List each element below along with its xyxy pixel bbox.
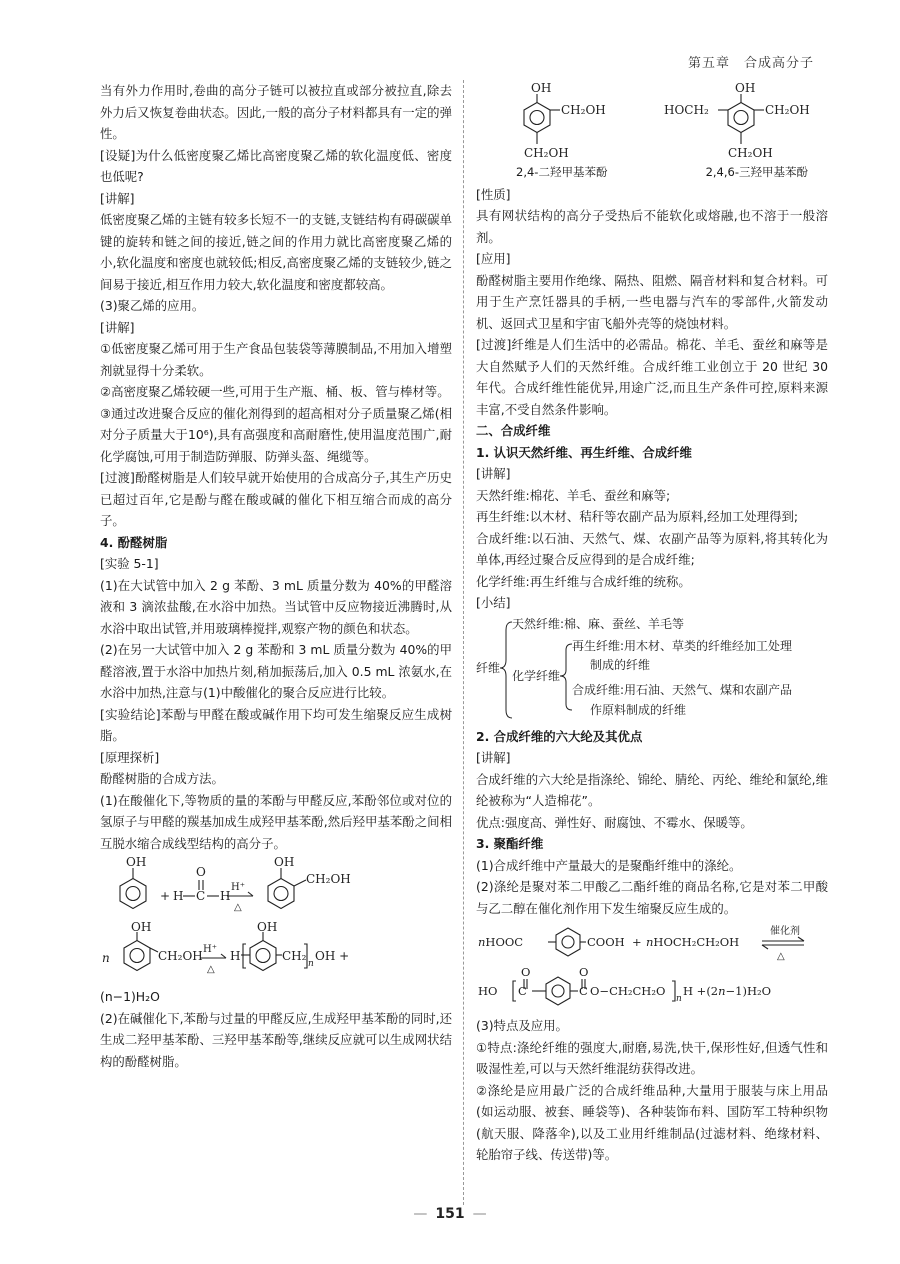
paragraph: [讲解]: [476, 466, 511, 481]
svg-text:CH₂OH: CH₂OH: [158, 949, 203, 963]
paragraph: 合成纤维的六大纶是指涤纶、锦纶、腈纶、丙纶、维纶和氯纶,维纶被称为“人造棉花”。: [476, 771, 828, 808]
paragraph: (2)在碱催化下,苯酚与过量的甲醛反应,生成羟甲基苯酚的同时,还生成二羟甲基苯酚、三羟甲基苯酚等,继续反应就可以生成网状结构的酚醛树脂。: [100, 1010, 452, 1069]
paragraph: [过渡]纤维是人们生活中的必需品。棉花、羊毛、蚕丝和麻等是大自然赋予人们的天然纤维。合成纤维工业创立于 20 世纪 30 年代。合成纤维性能优异,用途广泛,而且生产条件可控,原料来源丰富,不受自然条件影响。: [476, 337, 828, 417]
svg-text:CH₂OH: CH₂OH: [728, 146, 773, 160]
paragraph: [讲解]: [100, 319, 135, 335]
paragraph: (2)在另一大试管中加入 2 g 苯酚和 3 mL 质量分数为 40%的甲醛溶液,置于水浴中加热片刻,稍加振荡后,加入 0.5 mL 浓氨水,在水浴中加热,注意与(1)中酸催化的聚合反应进行比较。: [100, 642, 452, 700]
svg-text:OH: OH: [257, 922, 278, 934]
paragraph: (1)在酸催化下,等物质的量的苯酚与甲醛反应,苯酚邻位或对位的氢原子与甲醛的羰基加成生成羟甲基苯酚,然后羟甲基苯酚之间相互脱水缩合成线型结构的高分子。: [100, 792, 452, 851]
paragraph: [原理探析]: [100, 749, 160, 765]
svg-text:OH: OH: [531, 82, 552, 95]
paragraph: (n−1)H₂O: [100, 989, 160, 1004]
paragraph: ①特点:涤纶纤维的强度大,耐磨,易洗,快干,保形性好,但透气性和吸湿性差,可以与天然纤维混纺获得改进。: [476, 1039, 828, 1076]
paragraph: [实验 5-1]: [100, 556, 159, 571]
svg-text:CH₂OH: CH₂OH: [306, 872, 351, 886]
caption-2-4-6-trihydroxymethylphenol: 2,4,6-三羟甲基苯酚: [705, 165, 808, 179]
svg-text:COOH: COOH: [587, 935, 625, 949]
diagram-regen-fiber-line1: 再生纤维:用木材、草类的纤维经加工处理: [572, 638, 793, 653]
left-column: [100, 80, 452, 1072]
column-divider: [463, 80, 464, 1205]
svg-text:n: n: [102, 951, 110, 965]
paragraph: ③通过改进聚合反应的催化剂得到的超高相对分子质量聚乙烯(相对分子质量大于10⁶),具有高强度和高耐磨性,使用温度范围广,耐化学腐蚀,可用于制造防弹服、防弹头盔、绳缆等。: [100, 405, 452, 464]
paragraph: (3)特点及应用。: [476, 1018, 568, 1033]
svg-text:OH: OH: [274, 856, 295, 869]
svg-text:O: O: [521, 965, 531, 979]
right-column: [476, 80, 828, 1166]
paragraph: [讲解]: [100, 190, 135, 206]
paragraph: [性质]: [476, 186, 511, 202]
fiber-classification-diagram: [476, 614, 828, 726]
svg-text:+: +: [160, 889, 171, 903]
page-number-value: 151: [435, 1206, 465, 1222]
paragraph: 具有网状结构的高分子受热后不能软化或熔融,也不溶于一般溶剂。: [476, 208, 828, 245]
svg-text:H +(2n−1)H₂O: H +(2n−1)H₂O: [683, 984, 772, 998]
svg-text:HO: HO: [478, 984, 498, 998]
subsection-heading: 1. 认识天然纤维、再生纤维、合成纤维: [476, 444, 692, 460]
paragraph: [过渡]酚醛树脂是人们较早就开始使用的合成高分子,其生产历史已超过百年,它是酚与醛在酸或碱的催化下相互缩合而成的高分子。: [100, 470, 452, 528]
paragraph: 酚醛树脂主要用作绝缘、隔热、阻燃、隔音材料和复合材料。可用于生产烹饪器具的手柄,一些电器与汽车的零部件,火箭发动机、返回式卫星和宇宙飞船外壳等的烧蚀材料。: [476, 272, 828, 331]
svg-text:CH₂: CH₂: [282, 949, 307, 963]
paragraph: ②高密度聚乙烯较硬一些,可用于生产瓶、桶、板、管与棒材等。: [100, 384, 450, 399]
svg-text:△: △: [234, 902, 242, 913]
paragraph: (1)合成纤维中产量最大的是聚酯纤维中的涤纶。: [476, 857, 742, 873]
svg-text:CH₂OH: CH₂OH: [561, 103, 606, 117]
page-number: — 151 —: [413, 1206, 487, 1222]
svg-text:CH₂OH: CH₂OH: [524, 146, 569, 160]
paragraph: [讲解]: [476, 750, 511, 765]
diagram-syn-fiber-line1: 合成纤维:用石油、天然气、煤和农副产品: [572, 682, 793, 697]
svg-text:C: C: [196, 889, 206, 903]
svg-text:H⁺: H⁺: [203, 944, 217, 955]
svg-text:△: △: [207, 964, 215, 975]
svg-text:nHOOC: nHOOC: [478, 935, 524, 949]
subsection-heading: 3. 聚酯纤维: [476, 836, 544, 851]
paragraph: 低密度聚乙烯的主链有较多长短不一的支链,支链结构有碍碳碳单键的旋转和链之间的接近,链之间的作用力就比高密度聚乙烯的小,软化温度和密度也就较低;相反,高密度聚乙烯的支链较少,链之间易于接近,相互作用力较大,软化温度和密度都较高。: [100, 212, 452, 292]
svg-text:O−CH₂CH₂O: O−CH₂CH₂O: [590, 984, 666, 998]
paragraph: ①低密度聚乙烯可用于生产食品包装袋等薄膜制品,不用加入增塑剂就显得十分柔软。: [100, 341, 452, 378]
svg-text:HOCH₂: HOCH₂: [664, 103, 709, 117]
svg-text:n: n: [676, 994, 682, 1004]
svg-text:H: H: [173, 889, 184, 903]
paragraph: 天然纤维:棉花、羊毛、蚕丝和麻等;: [476, 487, 671, 503]
paragraph: 化学纤维:再生纤维与合成纤维的统称。: [476, 573, 691, 589]
diagram-regen-fiber-line2: 制成的纤维: [590, 657, 651, 672]
paragraph: (3)聚乙烯的应用。: [100, 298, 205, 313]
svg-text:OH: OH: [126, 856, 147, 869]
section-heading: 二、合成纤维: [476, 423, 551, 438]
paragraph: 酚醛树脂的合成方法。: [100, 771, 224, 786]
paragraph: (1)在大试管中加入 2 g 苯酚、3 mL 质量分数为 40%的甲醛溶液和 3 滴浓盐酸,在水浴中加热。当试管中反应物接近沸腾时,从水浴中取出试管,并用玻璃棒搅拌,观察产物的颜色和状态。: [100, 577, 452, 636]
chapter-header: 第五章 合成高分子: [687, 56, 814, 71]
svg-text:nHOCH₂CH₂OH: nHOCH₂CH₂OH: [646, 935, 740, 949]
paragraph: [小结]: [476, 595, 511, 610]
caption-2-4-dihydroxymethylphenol: 2,4-二羟甲基苯酚: [516, 165, 608, 179]
svg-text:H: H: [230, 949, 241, 963]
paragraph: [设疑]为什么低密度聚乙烯比高密度聚乙烯的软化温度低、密度也低呢?: [100, 147, 452, 184]
svg-text:n: n: [308, 959, 314, 969]
hydroxymethylphenol-structures: [476, 82, 828, 160]
svg-text:+: +: [632, 935, 642, 949]
diagram-chemical-fiber: 化学纤维: [512, 668, 561, 683]
paragraph: 当有外力作用时,卷曲的高分子链可以被拉直或部分被拉直,除去外力后又恢复卷曲状态。因此,一般的高分子材料都具有一定的弹性。: [100, 83, 452, 141]
svg-text:OH +: OH +: [315, 949, 350, 963]
subsection-heading: 2. 合成纤维的六大纶及其优点: [476, 728, 643, 744]
diagram-natural-fiber: 天然纤维:棉、麻、蚕丝、羊毛等: [512, 616, 685, 631]
paragraph: ②涤纶是应用最广泛的合成纤维品种,大量用于服装与床上用品(如运动服、被套、睡袋等)、各种装饰布料、国防军工特种织物(航天服、降落伞),以及工业用纤维制品(过滤材料、绝缘材料、轮胎帘子线、传送带)等。: [476, 1082, 828, 1162]
svg-text:O: O: [579, 965, 589, 979]
diagram-fiber-label: 纤维: [476, 660, 501, 675]
paragraph: 合成纤维:以石油、天然气、煤、农副产品等为原料,将其转化为单体,再经过聚合反应得到的是合成纤维;: [476, 530, 828, 567]
svg-text:H: H: [220, 889, 231, 903]
diagram-syn-fiber-line2: 作原料制成的纤维: [590, 702, 687, 717]
svg-text:C: C: [518, 984, 527, 998]
phenol-formaldehyde-reaction-diagram: [100, 856, 452, 920]
catalyst-label: 催化剂: [770, 926, 800, 937]
paragraph: (2)涤纶是聚对苯二甲酸乙二酯纤维的商品名称,它是对苯二甲酸与乙二醇在催化剂作用下发生缩聚反应生成的。: [476, 879, 828, 916]
svg-text:H⁺: H⁺: [231, 882, 245, 893]
svg-text:△: △: [777, 951, 785, 962]
structure-captions: [476, 162, 828, 184]
paragraph: 优点:强度高、弹性好、耐腐蚀、不霉水、保暖等。: [476, 814, 753, 830]
polyester-synthesis-diagram: [476, 921, 828, 1013]
svg-text:OH: OH: [131, 922, 152, 934]
svg-text:OH: OH: [735, 82, 756, 95]
paragraph: [应用]: [476, 251, 511, 266]
section-heading: 4. 酚醛树脂: [100, 534, 168, 550]
svg-text:C: C: [579, 984, 588, 998]
svg-text:CH₂OH: CH₂OH: [765, 103, 810, 117]
paragraph: [实验结论]苯酚与甲醛在酸或碱作用下均可发生缩聚反应生成树脂。: [100, 706, 452, 743]
svg-text:O: O: [196, 865, 206, 879]
paragraph: 再生纤维:以木材、秸秆等农副产品为原料,经加工处理得到;: [476, 509, 799, 524]
polycondensation-reaction-diagram: [100, 922, 452, 984]
